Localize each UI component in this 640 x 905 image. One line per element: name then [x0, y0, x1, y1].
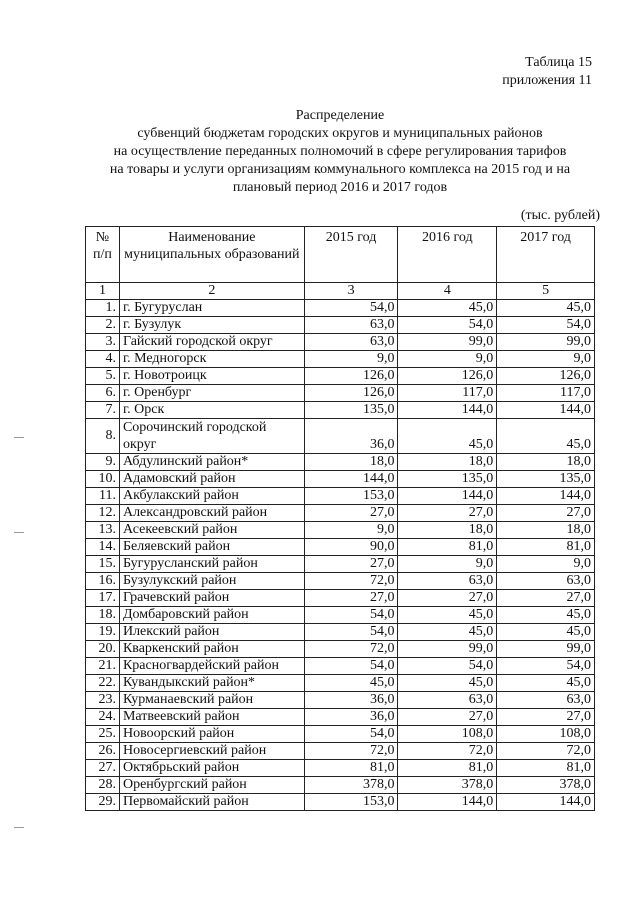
value-2015: 36,0: [304, 692, 398, 709]
row-number: 20.: [86, 641, 120, 658]
table-row: [86, 419, 595, 454]
row-number: 19.: [86, 624, 120, 641]
value-2016: 378,0: [398, 777, 497, 794]
value-2015: 135,0: [304, 402, 398, 419]
municipality-name: Бузулукский район: [119, 573, 304, 590]
municipality-name: Матвеевский район: [119, 709, 304, 726]
value-2015: 27,0: [304, 590, 398, 607]
value-2015: 54,0: [304, 658, 398, 675]
municipality-name: Гайский городской округ: [119, 334, 304, 351]
municipality-name: г. Бугуруслан: [119, 300, 304, 317]
table-row: [86, 368, 595, 385]
value-2015: 153,0: [304, 794, 398, 811]
table-row: [86, 573, 595, 590]
scan-mark: [14, 437, 24, 438]
table-row: [86, 760, 595, 777]
table-row: [86, 488, 595, 505]
value-2017: 117,0: [497, 385, 595, 402]
value-2015: 36,0: [304, 709, 398, 726]
value-2016: 126,0: [398, 368, 497, 385]
row-number: 18.: [86, 607, 120, 624]
value-2015: 54,0: [304, 607, 398, 624]
table-row: [86, 590, 595, 607]
municipality-name: г. Орск: [119, 402, 304, 419]
municipality-name: Грачевский район: [119, 590, 304, 607]
scan-mark: [14, 532, 24, 533]
title-line-5: плановый период 2016 и 2017 годов: [232, 180, 448, 195]
value-2016: 9,0: [398, 351, 497, 368]
municipality-name: Сорочинский городской округ: [119, 419, 304, 454]
row-number: 22.: [86, 675, 120, 692]
column-number: 4: [398, 283, 497, 300]
value-2017: 45,0: [497, 675, 595, 692]
title-line-3: на осуществление переданных полномочий в сфере регулирования тарифов: [113, 144, 567, 159]
table-header-row: [86, 227, 595, 283]
value-2015: 63,0: [304, 334, 398, 351]
value-2017: 126,0: [497, 368, 595, 385]
value-2015: 126,0: [304, 368, 398, 385]
value-2016: 54,0: [398, 317, 497, 334]
value-2015: 126,0: [304, 385, 398, 402]
value-2017: 72,0: [497, 743, 595, 760]
value-2016: 144,0: [398, 402, 497, 419]
municipality-name: Беляевский район: [119, 539, 304, 556]
row-number: 24.: [86, 709, 120, 726]
value-2017: 81,0: [497, 539, 595, 556]
value-2016: 27,0: [398, 505, 497, 522]
municipality-name: Красногвардейский район: [119, 658, 304, 675]
row-number: 2.: [86, 317, 120, 334]
value-2016: 63,0: [398, 692, 497, 709]
row-number: 3.: [86, 334, 120, 351]
value-2016: 144,0: [398, 794, 497, 811]
municipality-name: Асекеевский район: [119, 522, 304, 539]
row-number: 15.: [86, 556, 120, 573]
table-row: [86, 351, 595, 368]
table-row: [86, 658, 595, 675]
table-reference: [502, 54, 592, 90]
value-2017: 54,0: [497, 317, 595, 334]
title-line-1: Распределение: [295, 108, 385, 123]
value-2015: 54,0: [304, 300, 398, 317]
municipality-name: Домбаровский район: [119, 607, 304, 624]
value-2017: 54,0: [497, 658, 595, 675]
row-number: 23.: [86, 692, 120, 709]
value-2015: 45,0: [304, 675, 398, 692]
municipality-name: Новоорский район: [119, 726, 304, 743]
value-2017: 45,0: [497, 607, 595, 624]
value-2015: 18,0: [304, 454, 398, 471]
value-2017: 45,0: [497, 624, 595, 641]
value-2015: 54,0: [304, 726, 398, 743]
value-2017: 18,0: [497, 454, 595, 471]
document-title: [80, 107, 600, 197]
value-2017: 144,0: [497, 402, 595, 419]
header-number: № п/п: [86, 227, 120, 283]
value-2016: 81,0: [398, 760, 497, 777]
municipality-name: Кувандыкский район*: [119, 675, 304, 692]
value-2017: 99,0: [497, 334, 595, 351]
value-2015: 81,0: [304, 760, 398, 777]
value-2016: 27,0: [398, 709, 497, 726]
table-row: [86, 556, 595, 573]
value-2016: 99,0: [398, 641, 497, 658]
table-row: [86, 522, 595, 539]
value-2015: 72,0: [304, 641, 398, 658]
row-number: 14.: [86, 539, 120, 556]
title-line-2: субвенций бюджетам городских округов и муниципальных районов: [137, 126, 543, 141]
value-2017: 108,0: [497, 726, 595, 743]
value-2016: 108,0: [398, 726, 497, 743]
column-number: 5: [497, 283, 595, 300]
municipality-name: Оренбургский район: [119, 777, 304, 794]
table-row: [86, 505, 595, 522]
value-2016: 45,0: [398, 300, 497, 317]
row-number: 11.: [86, 488, 120, 505]
value-2016: 72,0: [398, 743, 497, 760]
value-2016: 45,0: [398, 675, 497, 692]
value-2016: 81,0: [398, 539, 497, 556]
value-2017: 9,0: [497, 351, 595, 368]
header-2015: 2015 год: [304, 227, 398, 283]
value-2017: 81,0: [497, 760, 595, 777]
municipality-name: г. Новотроицк: [119, 368, 304, 385]
municipality-name: Октябрьский район: [119, 760, 304, 777]
value-2016: 27,0: [398, 590, 497, 607]
title-line-4: на товары и услуги организациям коммунального комплекса на 2015 год и на: [109, 162, 571, 177]
municipality-name: Новосергиевский район: [119, 743, 304, 760]
municipality-name: Адамовский район: [119, 471, 304, 488]
value-2016: 117,0: [398, 385, 497, 402]
row-number: 16.: [86, 573, 120, 590]
municipality-name: Абдулинский район*: [119, 454, 304, 471]
row-number: 26.: [86, 743, 120, 760]
value-2017: 45,0: [497, 300, 595, 317]
value-2017: 45,0: [497, 419, 595, 454]
header-2017: 2017 год: [497, 227, 595, 283]
column-number: 2: [119, 283, 304, 300]
value-2017: 27,0: [497, 709, 595, 726]
column-number: 3: [304, 283, 398, 300]
value-2016: 45,0: [398, 607, 497, 624]
table-row: [86, 317, 595, 334]
row-number: 29.: [86, 794, 120, 811]
value-2015: 144,0: [304, 471, 398, 488]
table-row: [86, 692, 595, 709]
value-2016: 9,0: [398, 556, 497, 573]
column-number-row: [86, 283, 595, 300]
row-number: 13.: [86, 522, 120, 539]
value-2017: 27,0: [497, 590, 595, 607]
value-2015: 9,0: [304, 522, 398, 539]
municipality-name: г. Медногорск: [119, 351, 304, 368]
table-row: [86, 539, 595, 556]
value-2017: 63,0: [497, 692, 595, 709]
value-2015: 54,0: [304, 624, 398, 641]
municipality-name: Илекский район: [119, 624, 304, 641]
municipality-name: Первомайский район: [119, 794, 304, 811]
table-row: [86, 675, 595, 692]
value-2017: 99,0: [497, 641, 595, 658]
column-number: 1: [86, 283, 120, 300]
row-number: 7.: [86, 402, 120, 419]
value-2015: 153,0: [304, 488, 398, 505]
table-row: [86, 454, 595, 471]
table-row: [86, 300, 595, 317]
row-number: 4.: [86, 351, 120, 368]
value-2015: 63,0: [304, 317, 398, 334]
value-2017: 135,0: [497, 471, 595, 488]
table-row: [86, 624, 595, 641]
row-number: 17.: [86, 590, 120, 607]
value-2016: 135,0: [398, 471, 497, 488]
row-number: 10.: [86, 471, 120, 488]
table-row: [86, 726, 595, 743]
value-2017: 378,0: [497, 777, 595, 794]
value-2016: 54,0: [398, 658, 497, 675]
municipality-name: Бугурусланский район: [119, 556, 304, 573]
municipality-name: Александровский район: [119, 505, 304, 522]
row-number: 27.: [86, 760, 120, 777]
value-2015: 27,0: [304, 505, 398, 522]
header-2016: 2016 год: [398, 227, 497, 283]
units-label: (тыс. рублей): [520, 208, 600, 223]
row-number: 5.: [86, 368, 120, 385]
value-2015: 378,0: [304, 777, 398, 794]
appendix-number: приложения 11: [502, 73, 592, 88]
value-2015: 72,0: [304, 743, 398, 760]
table-row: [86, 471, 595, 488]
row-number: 8.: [86, 419, 120, 454]
value-2015: 27,0: [304, 556, 398, 573]
table-row: [86, 794, 595, 811]
row-number: 1.: [86, 300, 120, 317]
header-name: Наименование муниципальных образований: [119, 227, 304, 283]
table-row: [86, 777, 595, 794]
table-number: Таблица 15: [525, 55, 592, 70]
value-2016: 18,0: [398, 522, 497, 539]
value-2016: 144,0: [398, 488, 497, 505]
municipality-name: Кваркенский район: [119, 641, 304, 658]
value-2017: 144,0: [497, 488, 595, 505]
value-2015: 9,0: [304, 351, 398, 368]
value-2017: 9,0: [497, 556, 595, 573]
table-body: [86, 300, 595, 811]
table-row: [86, 402, 595, 419]
value-2016: 63,0: [398, 573, 497, 590]
value-2016: 45,0: [398, 624, 497, 641]
row-number: 12.: [86, 505, 120, 522]
value-2015: 90,0: [304, 539, 398, 556]
row-number: 28.: [86, 777, 120, 794]
table-row: [86, 709, 595, 726]
value-2016: 99,0: [398, 334, 497, 351]
scan-mark: [14, 827, 24, 828]
value-2016: 18,0: [398, 454, 497, 471]
row-number: 6.: [86, 385, 120, 402]
municipality-name: Курманаевский район: [119, 692, 304, 709]
table-row: [86, 641, 595, 658]
value-2016: 45,0: [398, 419, 497, 454]
row-number: 25.: [86, 726, 120, 743]
value-2015: 36,0: [304, 419, 398, 454]
subvention-table: [85, 226, 595, 811]
table-row: [86, 385, 595, 402]
value-2017: 27,0: [497, 505, 595, 522]
value-2017: 144,0: [497, 794, 595, 811]
value-2017: 63,0: [497, 573, 595, 590]
municipality-name: г. Бузулук: [119, 317, 304, 334]
municipality-name: Акбулакский район: [119, 488, 304, 505]
row-number: 21.: [86, 658, 120, 675]
value-2017: 18,0: [497, 522, 595, 539]
value-2015: 72,0: [304, 573, 398, 590]
table-row: [86, 743, 595, 760]
table-row: [86, 334, 595, 351]
row-number: 9.: [86, 454, 120, 471]
table-row: [86, 607, 595, 624]
municipality-name: г. Оренбург: [119, 385, 304, 402]
